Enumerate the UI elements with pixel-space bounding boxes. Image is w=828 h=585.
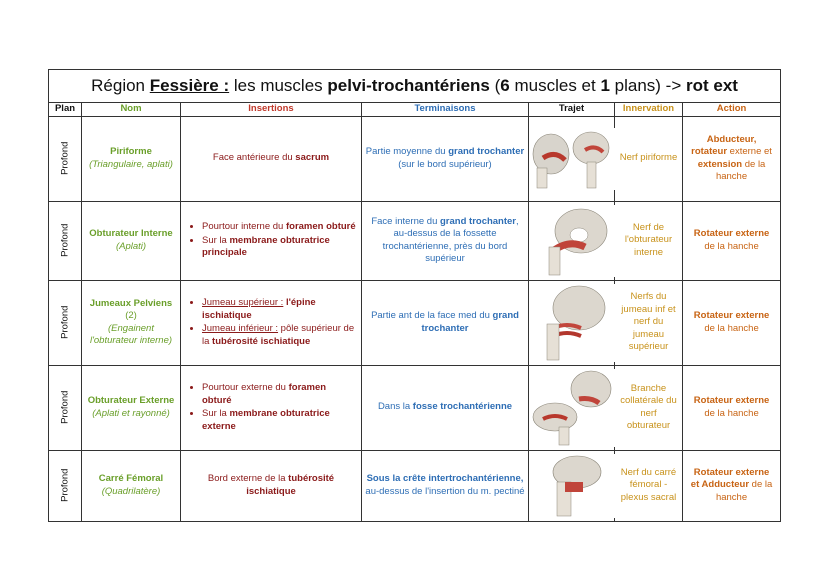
terminaisons-cell: Sous la crête intertrochantérienne, au-dessus de l'insertion du m. pectiné [362, 450, 529, 521]
innervation-cell: Nerf piriforme [615, 116, 683, 201]
trajet-image-cell [529, 365, 615, 450]
table-row [49, 450, 781, 521]
anatomy-illustration-obturateur-externe [529, 369, 615, 447]
plan-cell: Profond [49, 450, 82, 521]
insertions-cell: Face antérieure du sacrum [181, 116, 362, 201]
muscle-name-cell: Obturateur Interne (Aplati) [82, 201, 181, 280]
table-row [49, 116, 781, 201]
page-title: Région Fessière : les muscles pelvi-trochantériens (6 muscles et 1 plans) -> rot ext [49, 70, 781, 103]
list-item: • Sur la membrane obturatrice principale [202, 235, 358, 260]
terminaisons-cell: Partie moyenne du grand trochanter (sur le bord supérieur) [362, 116, 529, 201]
plan-cell: Profond [49, 201, 82, 280]
header-nom: Nom [82, 103, 181, 117]
header-innervation: Innervation [615, 103, 683, 117]
header-row [49, 103, 781, 117]
table-row [49, 365, 781, 450]
insertions-cell [181, 365, 362, 450]
terminaisons-cell: Face interne du grand trochanter, au-dessus de la fossette trochantérienne, près du bord supérieur [362, 201, 529, 280]
innervation-cell: Nerf du carré fémoral - plexus sacral [615, 450, 683, 521]
anatomy-illustration-piriforme [529, 128, 615, 190]
table-row [49, 280, 781, 365]
anatomy-illustration-carre-femoral [529, 454, 615, 518]
trajet-image-cell [529, 450, 615, 521]
header-action: Action [683, 103, 781, 117]
plan-cell: Profond [49, 116, 82, 201]
header-trajet: Trajet [529, 103, 615, 117]
action-cell: Abducteur, rotateur externe et extension de la hanche [683, 116, 781, 201]
innervation-cell: Branche collatérale du nerf obturateur [615, 365, 683, 450]
list-item: • Pourtour externe du foramen obturé [202, 382, 358, 407]
muscle-name-cell: Jumeaux Pelviens (2) (Engainent l'obturateur interne) [82, 280, 181, 365]
table-row [49, 201, 781, 280]
muscle-table-sheet [48, 69, 780, 522]
list-item: • Jumeau supérieur : l'épine ischiatique [202, 297, 358, 322]
insertions-cell [181, 201, 362, 280]
header-terminaisons: Terminaisons [362, 103, 529, 117]
insertions-cell [181, 280, 362, 365]
action-cell: Rotateur externe et Adducteur de la hanche [683, 450, 781, 521]
action-cell: Rotateur externe de la hanche [683, 280, 781, 365]
trajet-image-cell [529, 201, 615, 280]
list-item: • Jumeau inférieur : pôle supérieur de la tubérosité ischiatique [202, 323, 358, 348]
anatomy-illustration-jumeaux [529, 284, 615, 362]
terminaisons-cell: Dans la fosse trochantérienne [362, 365, 529, 450]
list-item: • Sur la membrane obturatrice externe [202, 408, 358, 433]
action-cell: Rotateur externe de la hanche [683, 365, 781, 450]
header-insertions: Insertions [181, 103, 362, 117]
muscle-name-cell: Piriforme (Triangulaire, aplati) [82, 116, 181, 201]
trajet-image-cell [529, 280, 615, 365]
muscle-name-cell: Carré Fémoral (Quadrilatère) [82, 450, 181, 521]
muscle-table [48, 69, 781, 522]
terminaisons-cell: Partie ant de la face med du grand trochanter [362, 280, 529, 365]
muscle-name-cell: Obturateur Externe (Aplati et rayonné) [82, 365, 181, 450]
innervation-cell: Nerfs du jumeau inf et nerf du jumeau supérieur [615, 280, 683, 365]
insertions-cell: Bord externe de la tubérosité ischiatique [181, 450, 362, 521]
list-item: • Pourtour interne du foramen obturé [202, 221, 358, 234]
action-cell: Rotateur externe de la hanche [683, 201, 781, 280]
anatomy-illustration-obturateur-interne [529, 205, 615, 277]
trajet-image-cell [529, 116, 615, 201]
header-plan: Plan [49, 103, 82, 117]
plan-cell: Profond [49, 280, 82, 365]
plan-cell: Profond [49, 365, 82, 450]
innervation-cell: Nerf de l'obturateur interne [615, 201, 683, 280]
